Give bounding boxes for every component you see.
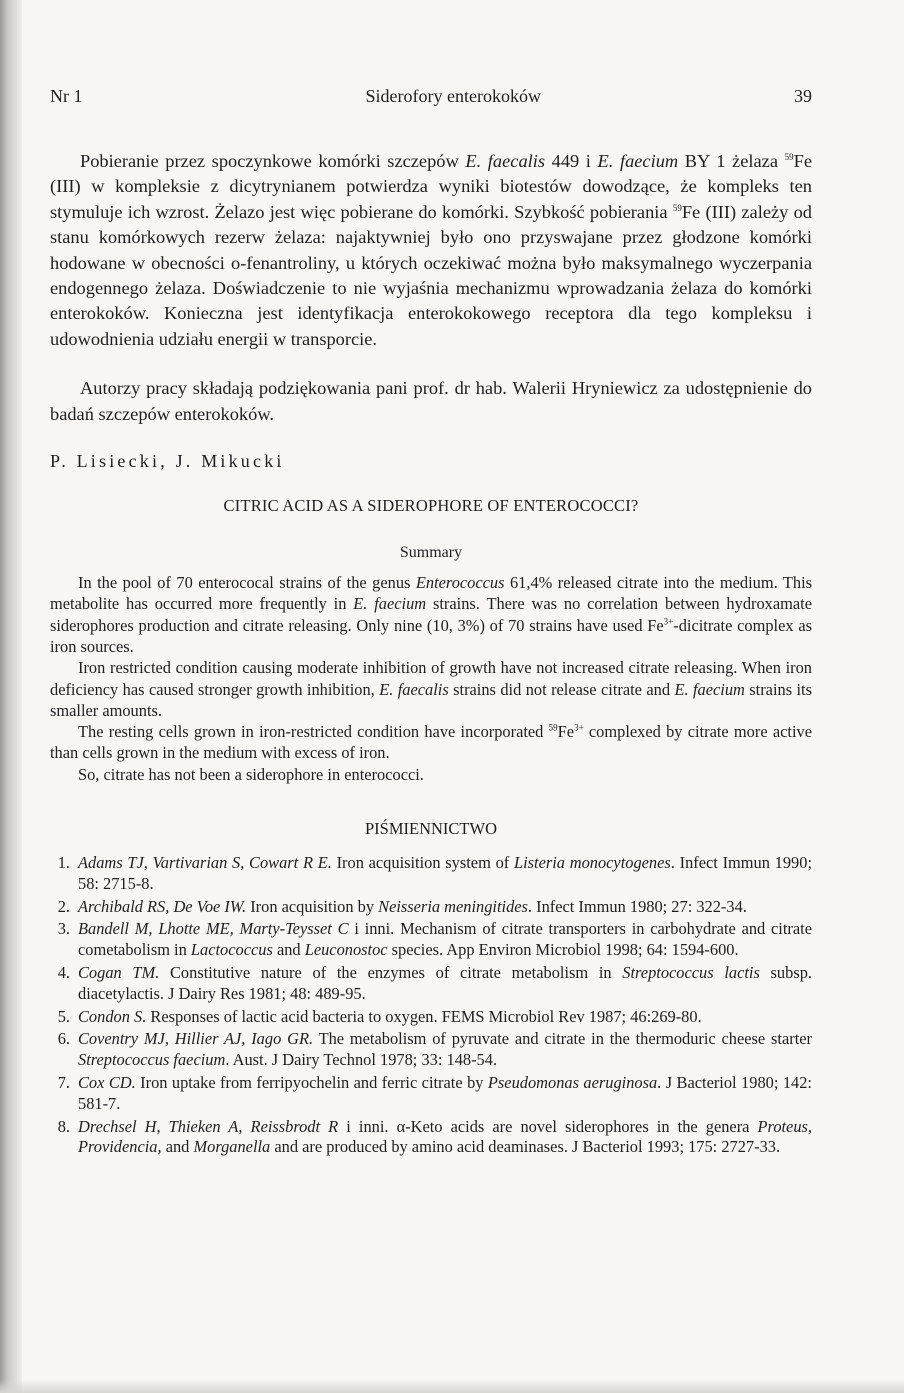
summary-paragraph-2: Iron restricted condition causing moderate inhibition of growth have not increased citrate releasing. When iron deficiency has caused stronger growth inhibition, E. faecalis strains did not release citrate and E. faecium strains its smaller amounts. bbox=[50, 658, 812, 720]
summary-paragraph-3: The resting cells grown in iron-restricted condition have incorporated $^{59}Fe^{3+}$ complexed by citrate more active than cells grown in the medium with excess of iron. bbox=[50, 722, 813, 763]
running-title: Siderofory enterokoków bbox=[365, 86, 541, 106]
summary-paragraph-1: In the pool of 70 enterococal strains of the genus Enterococcus 61,4% released citrate into the medium. This metabolite has occurred more frequently in E. faecium strains. There was no correlation between hydroxamate siderophores production and citrate releasing. Only nine (10, 3%) of 70 strains have used $Fe^{3+}$-dicitrate complex as iron sources. bbox=[50, 573, 812, 656]
journal-page bbox=[50, 86, 812, 1160]
polish-conclusion-paragraph: Pobieranie przez spoczynkowe komórki szczepów E. faecalis 449 i E. faecium BY 1 żelaza $^{59}$Fe (III) w kompleksie z dicytrynianem potwierdza wyniki biotestów dowodzące, że kompleks ten stymuluje ich wzrost. Żelazo jest więc pobierane do komórki. Szybkość pobierania $^{59}$Fe (III) zależy od stanu komórkowych rezerw żelaza: najaktywniej było ono przyswajane przez głodzone komórki hodowane w obecności o-fenantroliny, u których oczekiwać można było maksymalnego wyczerpania endogennego żelaza. Doświadczenie to nie wyjaśnia mechanizmu wprowadzania żelaza do komórki enterokoków. Konieczna jest identyfikacja enterokokowego receptora dla tego kompleksu i udowodnienia udziału energii w transporcie. bbox=[50, 151, 813, 349]
reference-item: 4. Cogan TM. Constitutive nature of the enzymes of citrate metabolism in Streptococcus lactis subsp. diacetylactis. J Dairy Res 1981; 48: 489-95. bbox=[57, 963, 812, 1003]
summary-section bbox=[50, 572, 812, 785]
reference-item: 7. Cox CD. Iron uptake from ferripyochelin and ferric citrate by Pseudomonas aeruginosa. J Bacteriol 1980; 142: 581-7. bbox=[57, 1073, 812, 1113]
summary-paragraph-4: So, citrate has not been a siderophore in enterococci. bbox=[78, 764, 424, 784]
references-heading: PIŚMIENNICTWO bbox=[365, 819, 497, 839]
page-number: 39 bbox=[794, 86, 812, 106]
summary-heading: Summary bbox=[399, 544, 463, 562]
reference-item: 6. Coventry MJ, Hillier AJ, Iago GR. The metabolism of pyruvate and citrate in the thermoduric cheese starter Streptococcus faecium. Aust. J Dairy Technol 1978; 33: 148-54. bbox=[57, 1029, 812, 1070]
reference-item: 8. Drechsel H, Thieken A, Reissbrodt R i inni. α-Keto acids are novel siderophores in the genera Proteus, Providencia, and Morganella and are produced by amino acid deaminases. J Bacteriol 1993; 175: 2727-33. bbox=[57, 1116, 813, 1157]
reference-item: 1. Adams TJ, Vartivarian S, Cowart R E. Iron acquisition system of Listeria monocytogenes. Infect Immun 1990; 58: 2715-8. bbox=[57, 853, 813, 893]
acknowledgement-paragraph: Autorzy pracy składają podziękowania pani prof. dr hab. Walerii Hryniewicz za udostępnienie do badań szczepów enterokoków. bbox=[50, 378, 812, 424]
running-header bbox=[50, 86, 812, 107]
issue-number: Nr 1 bbox=[50, 86, 83, 106]
reference-item: 2. Archibald RS, De Voe IW. Iron acquisition by Neisseria meningitides. Infect Immun 1980; 27: 322-34. bbox=[57, 896, 747, 916]
authors-line: P. Lisiecki, J. Mikucki bbox=[50, 451, 285, 472]
scan-bottom-edge bbox=[0, 1379, 904, 1393]
reference-item: 5. Condon S. Responses of lactic acid bacteria to oxygen. FEMS Microbiol Rev 1987; 46:269-80. bbox=[57, 1006, 702, 1026]
reference-list bbox=[50, 853, 812, 1158]
scan-binding-shadow bbox=[0, 0, 22, 1393]
reference-item: 3. Bandell M, Lhotte ME, Marty-Teysset C i inni. Mechanism of citrate transporters in carbohydrate and citrate cometabolism in Lactococcus and Leuconostoc species. App Environ Microbiol 1998; 64: 1594-600. bbox=[57, 919, 812, 960]
english-title: CITRIC ACID AS A SIDEROPHORE OF ENTEROCOCCI? bbox=[223, 496, 639, 516]
